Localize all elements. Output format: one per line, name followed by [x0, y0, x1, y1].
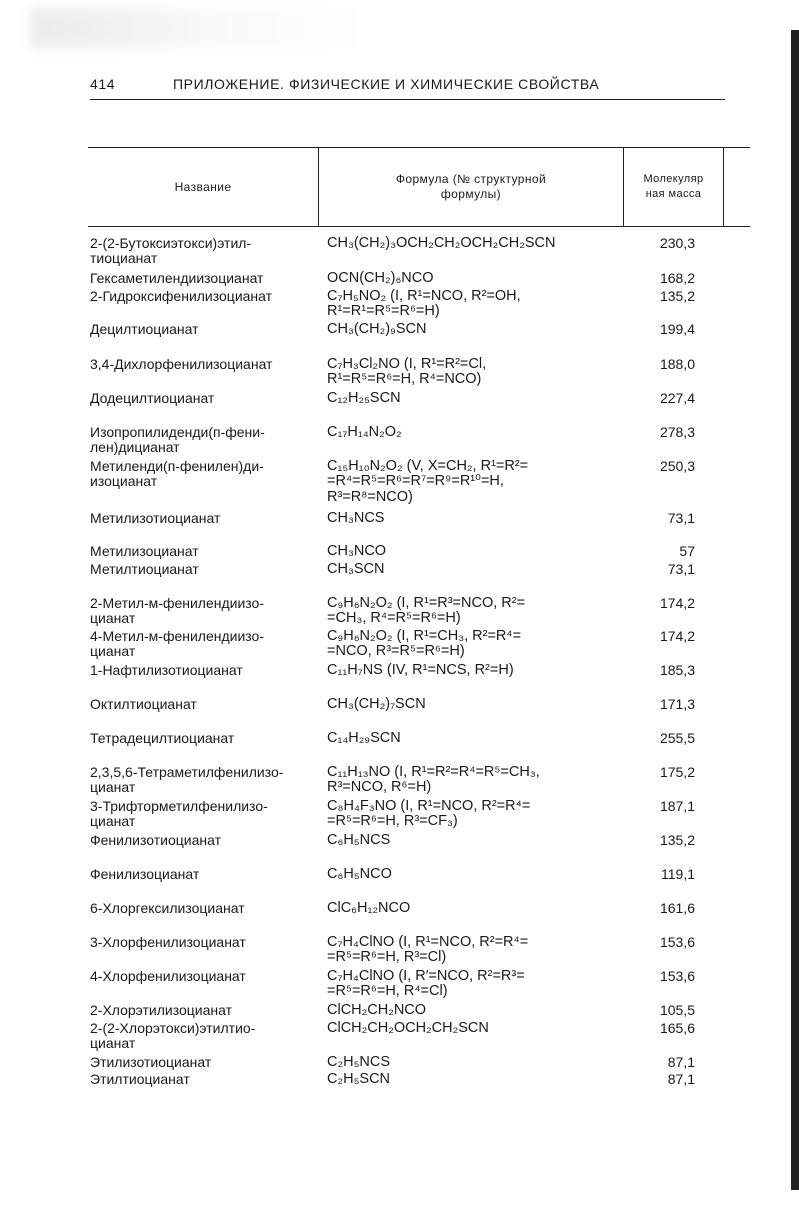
- compound-formula: [327, 1021, 627, 1036]
- compound-formula-line: C₂H₅SCN: [327, 1071, 391, 1087]
- compound-name-line: Метилизоцианат: [90, 543, 199, 559]
- compound-name: [90, 629, 318, 660]
- compound-name: [90, 322, 318, 337]
- compound-formula-line: CH₃SCN: [327, 561, 385, 577]
- compound-formula: [327, 1072, 627, 1087]
- compound-formula-line: =R⁵=R⁶=H, R⁴=Cl): [327, 983, 448, 1000]
- compound-formula-line: C₇H₄ClNO (I, R¹=NCO, R²=R⁴=: [327, 934, 529, 950]
- compound-name-line: 2-(2-Бутоксиэтокси)этил-: [90, 235, 252, 251]
- header-formula-line1: Формула (№ структурной: [395, 172, 547, 186]
- molecular-mass: 199,4: [659, 321, 695, 337]
- compound-formula-line: ClC₆H₁₂NCO: [327, 900, 411, 916]
- compound-formula: [327, 969, 627, 1000]
- compound-name: [90, 425, 318, 456]
- header-mass-line2: ная масса: [645, 188, 702, 200]
- compound-name-line: Гексаметилендиизоцианат: [90, 270, 264, 286]
- compound-formula: [327, 322, 627, 337]
- compound-name-line: Этилизотиоцианат: [90, 1054, 212, 1070]
- compound-formula-line: CH₃(CH₂)₇SCN: [327, 696, 426, 712]
- page-number: 414: [90, 76, 116, 92]
- compound-name-line: цианат: [90, 1035, 136, 1052]
- compound-formula: [327, 1055, 627, 1070]
- compound-formula-line: C₆H₅NCS: [327, 832, 391, 848]
- compound-formula-line: C₆H₅NCO: [327, 866, 392, 882]
- compound-formula: [327, 544, 627, 559]
- compound-name-line: 1-Нафтилизотиоцианат: [90, 662, 243, 678]
- compound-name-line: Фенилизоцианат: [90, 866, 200, 882]
- compound-formula: [327, 511, 627, 526]
- molecular-mass: 153,6: [659, 968, 695, 984]
- compound-formula-line: C₉H₆N₂O₂ (I, R¹=R³=NCO, R²=: [327, 595, 526, 611]
- header-mass-line1: Молекуляр: [643, 173, 704, 185]
- compound-formula-line: ClCH₂CH₂NCO: [327, 1002, 427, 1018]
- compound-formula: [327, 765, 627, 796]
- compound-formula-line: C₉H₆N₂O₂ (I, R¹=CH₃, R²=R⁴=: [327, 628, 522, 644]
- compound-name: [90, 901, 318, 916]
- compound-name-line: 2-Хлорэтилизоцианат: [90, 1002, 233, 1018]
- compound-formula: [327, 425, 627, 440]
- compound-formula: [327, 391, 627, 406]
- compound-formula-line: C₁₄H₂₉SCN: [327, 730, 401, 746]
- compound-name: [90, 289, 318, 304]
- molecular-mass: 161,6: [659, 900, 695, 916]
- compound-formula: [327, 663, 627, 678]
- running-title: ПРИЛОЖЕНИЕ. ФИЗИЧЕСКИЕ И ХИМИЧЕСКИЕ СВОЙСТВА: [173, 76, 600, 92]
- compound-name-line: цианат: [90, 610, 136, 627]
- compound-name: [90, 935, 318, 950]
- compound-name-line: Метиленди(п-фенилен)ди-: [90, 458, 264, 474]
- compound-name-line: изоцианат: [90, 473, 158, 490]
- compound-name-line: 3,4-Дихлорфенилизоцианат: [90, 356, 273, 372]
- molecular-mass: 174,2: [659, 628, 695, 644]
- compound-name-line: Метилизотиоцианат: [90, 510, 221, 526]
- molecular-mass: 174,2: [659, 595, 695, 611]
- compound-formula-line: C₁₇H₁₄N₂O₂: [327, 424, 402, 440]
- compound-formula-line: C₇H₃Cl₂NO (I, R¹=R²=Cl,: [327, 356, 487, 372]
- compound-formula: [327, 901, 627, 916]
- compound-name-line: 3-Трифторметилфенилизо-: [90, 798, 268, 814]
- compound-name-line: 4-Метил-м-фенилендиизо-: [90, 628, 265, 644]
- compound-name: [90, 271, 318, 286]
- compound-formula-line: C₇H₄ClNO (I, R′=NCO, R²=R³=: [327, 968, 525, 984]
- compound-formula-line: =R⁴=R⁵=R⁶=R⁷=R⁹=R¹⁰=H,: [327, 473, 504, 490]
- compound-name-line: цианат: [90, 643, 136, 660]
- compound-formula-line: CH₃NCO: [327, 543, 387, 559]
- compound-formula: [327, 697, 627, 712]
- compound-name: [90, 1072, 318, 1087]
- compound-formula-line: =CH₃, R⁴=R⁵=R⁶=H): [327, 610, 461, 627]
- compound-formula: [327, 799, 627, 830]
- compound-formula-line: C₁₂H₂₅SCN: [327, 390, 401, 406]
- compound-name: [90, 357, 318, 372]
- compound-formula-line: CH₃NCS: [327, 510, 385, 526]
- compound-formula-line: =NCO, R³=R⁵=R⁶=H): [327, 643, 465, 660]
- compound-formula: [327, 289, 627, 320]
- compound-formula: [327, 935, 627, 966]
- molecular-mass: 185,3: [659, 662, 695, 678]
- compound-name: [90, 731, 318, 746]
- compound-name-line: Этилтиоцианат: [90, 1071, 190, 1087]
- compound-name-line: Тетрадецилтиоцианат: [90, 730, 235, 746]
- compound-name-line: Децилтиоцианат: [90, 321, 199, 337]
- compound-name: [90, 562, 318, 577]
- compound-name: [90, 833, 318, 848]
- compound-name: [90, 459, 318, 490]
- compound-name: [90, 969, 318, 984]
- compound-name: [90, 765, 318, 796]
- compound-name-line: Додецилтиоцианат: [90, 390, 215, 406]
- compound-name-line: 3-Хлорфенилизоцианат: [90, 934, 246, 950]
- compound-formula-line: C₁₁H₇NS (IV, R¹=NCS, R²=H): [327, 662, 514, 678]
- compound-formula-line: =R⁵=R⁶=H, R³=CF₃): [327, 813, 458, 830]
- molecular-mass: 175,2: [659, 764, 695, 780]
- molecular-mass: 187,1: [659, 798, 695, 814]
- compound-name-line: цианат: [90, 779, 136, 796]
- molecular-mass: 153,6: [659, 934, 695, 950]
- compound-formula: [327, 596, 627, 627]
- molecular-mass: 250,3: [659, 458, 695, 474]
- compound-name: [90, 391, 318, 406]
- compound-formula-line: R¹=R⁵=R⁶=H, R⁴=NCO): [327, 371, 482, 388]
- compound-name: [90, 1055, 318, 1070]
- compound-formula-line: OCN(CH₂)₆NCO: [327, 270, 434, 286]
- compound-name-line: Изопропилиденди(п-фени-: [90, 424, 265, 440]
- compound-name: [90, 697, 318, 712]
- compound-name-line: 2-Гидроксифенилизоцианат: [90, 288, 273, 304]
- compound-formula-line: C₂H₅NCS: [327, 1054, 391, 1070]
- compound-formula: [327, 833, 627, 848]
- compound-name: [90, 1003, 318, 1018]
- compound-name-line: тиоцианат: [90, 250, 158, 267]
- compound-name-line: цианат: [90, 813, 136, 830]
- compound-formula: [327, 731, 627, 746]
- compound-formula: [327, 459, 627, 505]
- compound-formula: [327, 629, 627, 660]
- molecular-mass: 171,3: [659, 696, 695, 712]
- molecular-mass: 135,2: [659, 288, 695, 304]
- header-name-label: Название: [174, 179, 232, 194]
- compound-formula-line: C₇H₅NO₂ (I, R¹=NCO, R²=OH,: [327, 288, 521, 304]
- compound-formula-line: CH₃(CH₂)₉SCN: [327, 321, 427, 337]
- molecular-mass: 87,1: [667, 1071, 695, 1087]
- compound-name: [90, 236, 318, 267]
- compound-name-line: 2,3,5,6-Тетраметилфенилизо-: [90, 764, 284, 780]
- molecular-mass: 255,5: [659, 730, 695, 746]
- compound-formula: [327, 357, 627, 388]
- molecular-mass: 73,1: [667, 561, 695, 577]
- compound-name-line: лен)дицианат: [90, 439, 180, 456]
- compound-formula-line: R¹=R¹=R⁵=R⁶=H): [327, 303, 440, 320]
- compound-formula-line: C₁₁H₁₃NO (I, R¹=R²=R⁴=R⁵=CH₃,: [327, 764, 540, 780]
- compound-name-line: Октилтиоцианат: [90, 696, 197, 712]
- header-formula-line2: формулы): [440, 187, 502, 201]
- compound-formula: [327, 867, 627, 882]
- molecular-mass: 230,3: [659, 235, 695, 251]
- molecular-mass: 57: [679, 543, 695, 559]
- compound-name-line: 2-Метил-м-фенилендиизо-: [90, 595, 265, 611]
- molecular-mass: 119,1: [661, 866, 695, 882]
- compound-formula-line: C₈H₄F₃NO (I, R¹=NCO, R²=R⁴=: [327, 798, 531, 814]
- compound-formula-line: ClCH₂CH₂OCH₂CH₂SCN: [327, 1020, 489, 1036]
- molecular-mass: 165,6: [659, 1020, 695, 1036]
- compound-name-line: Фенилизотиоцианат: [90, 832, 221, 848]
- molecular-mass: 227,4: [659, 390, 695, 406]
- compound-formula: [327, 562, 627, 577]
- compound-name: [90, 544, 318, 559]
- molecular-mass: 278,3: [659, 424, 695, 440]
- compound-formula: [327, 236, 627, 251]
- molecular-mass: 168,2: [659, 270, 695, 286]
- compound-name-line: 4-Хлорфенилизоцианат: [90, 968, 246, 984]
- compound-formula-line: C₁₅H₁₀N₂O₂ (V, X=CH₂, R¹=R²=: [327, 458, 529, 474]
- compound-name-line: 6-Хлоргексилизоцианат: [90, 900, 245, 916]
- compound-formula: [327, 271, 627, 286]
- molecular-mass: 188,0: [659, 356, 695, 372]
- molecular-mass: 105,5: [659, 1002, 695, 1018]
- compound-name-line: 2-(2-Хлорэтокси)этилтио-: [90, 1020, 256, 1036]
- compound-formula-line: CH₃(CH₂)₃OCH₂CH₂OCH₂CH₂SCN: [327, 235, 556, 251]
- compound-formula: [327, 1003, 627, 1018]
- compound-name: [90, 663, 318, 678]
- molecular-mass: 135,2: [659, 832, 695, 848]
- compound-name: [90, 1021, 318, 1052]
- compound-formula-line: =R⁵=R⁶=H, R³=Cl): [327, 949, 447, 966]
- compound-name: [90, 867, 318, 882]
- compound-name: [90, 511, 318, 526]
- compound-name: [90, 596, 318, 627]
- compound-name: [90, 799, 318, 830]
- molecular-mass: 87,1: [667, 1054, 695, 1070]
- compound-formula-line: R³=NCO, R⁶=H): [327, 779, 432, 796]
- compound-formula-line: R³=R⁸=NCO): [327, 488, 413, 505]
- compound-name-line: Метилтиоцианат: [90, 561, 199, 577]
- molecular-mass: 73,1: [667, 510, 695, 526]
